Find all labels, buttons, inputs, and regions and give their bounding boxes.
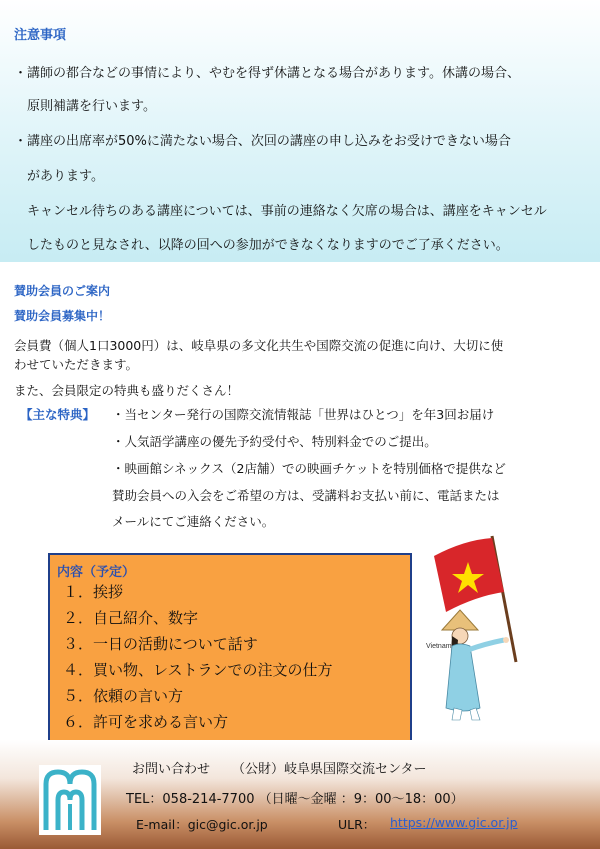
url-label: ULR： bbox=[338, 817, 376, 832]
benefit-item: ・映画館シネックス（2店舗）での映画チケットを特別価格で提供など bbox=[112, 461, 506, 476]
course-content-item: １．挨拶 bbox=[63, 583, 124, 601]
course-contents-title: 内容（予定） bbox=[57, 565, 136, 580]
course-contents-box bbox=[48, 553, 412, 743]
benefits-label: 【主な特典】 bbox=[20, 407, 96, 422]
email-info: E-mail：gic@gic.or.jp bbox=[136, 817, 268, 832]
course-content-item: ５．依頼の言い方 bbox=[63, 687, 184, 705]
benefit-item: ・当センター発行の国際交流情報誌「世界はひとつ」を年3回お届け bbox=[112, 407, 495, 422]
notice-line: ・講師の都合などの事情により、やむを得ず休講となる場合があります。休講の場合、 bbox=[14, 66, 520, 81]
notice-line: 原則補講を行います。 bbox=[14, 99, 156, 114]
illustration-caption: Vietnam bbox=[426, 643, 452, 650]
course-content-item: ６．許可を求める言い方 bbox=[63, 713, 229, 731]
notice-line: キャンセル待ちのある講座については、事前の連絡なく欠席の場合は、講座をキャンセル bbox=[14, 204, 547, 219]
membership-apply-note: メールにてご連絡ください。 bbox=[112, 514, 275, 529]
vietnam-girl-illustration bbox=[424, 532, 558, 724]
center-logo-icon bbox=[38, 764, 102, 836]
membership-recruit-heading: 賛助会員募集中！ bbox=[14, 309, 111, 323]
notice-line: したものと見なされ、以降の回への参加ができなくなりますのでご了承ください。 bbox=[14, 238, 509, 253]
membership-fee-line: わせていただきます。 bbox=[14, 357, 139, 372]
organization-name: （公財）岐阜県国際交流センター bbox=[232, 762, 427, 777]
telephone-info: TEL：058-214-7700 （日曜～金曜 ：9：00～18：00） bbox=[126, 792, 464, 807]
ao-dai-icon bbox=[446, 644, 480, 711]
membership-apply-note: 賛助会員への入会をご希望の方は、受講料お支払い前に、電話または bbox=[112, 488, 500, 503]
membership-heading: 賛助会員のご案内 bbox=[14, 284, 111, 298]
notice-section bbox=[0, 0, 600, 262]
vietnam-flag-girl-illustration-icon bbox=[424, 532, 558, 724]
conical-hat-icon bbox=[442, 610, 478, 630]
membership-perks-intro: また、会員限定の特典も盛りだくさん！ bbox=[14, 383, 240, 398]
notice-line: があります。 bbox=[14, 169, 104, 184]
notice-title: 注意事項 bbox=[14, 28, 67, 43]
benefit-item: ・人気語学講座の優先予約受付や、特別料金でのご提出。 bbox=[112, 434, 437, 449]
website-link[interactable]: https://www.gic.or.jp bbox=[390, 815, 518, 830]
contact-label: お問い合わせ bbox=[132, 762, 211, 777]
membership-fee-line: 会員費（個人1口3000円）は、岐阜県の多文化共生や国際交流の促進に向け、大切に使 bbox=[14, 338, 504, 353]
notice-line: ・講座の出席率が50%に満たない場合、次回の講座の申し込みをお受けできない場合 bbox=[14, 134, 511, 149]
course-content-item: ４．買い物、レストランでの注文の仕方 bbox=[63, 661, 333, 679]
course-content-item: ２．自己紹介、数字 bbox=[63, 609, 199, 627]
course-content-item: ３．一日の活動について話す bbox=[63, 635, 258, 653]
